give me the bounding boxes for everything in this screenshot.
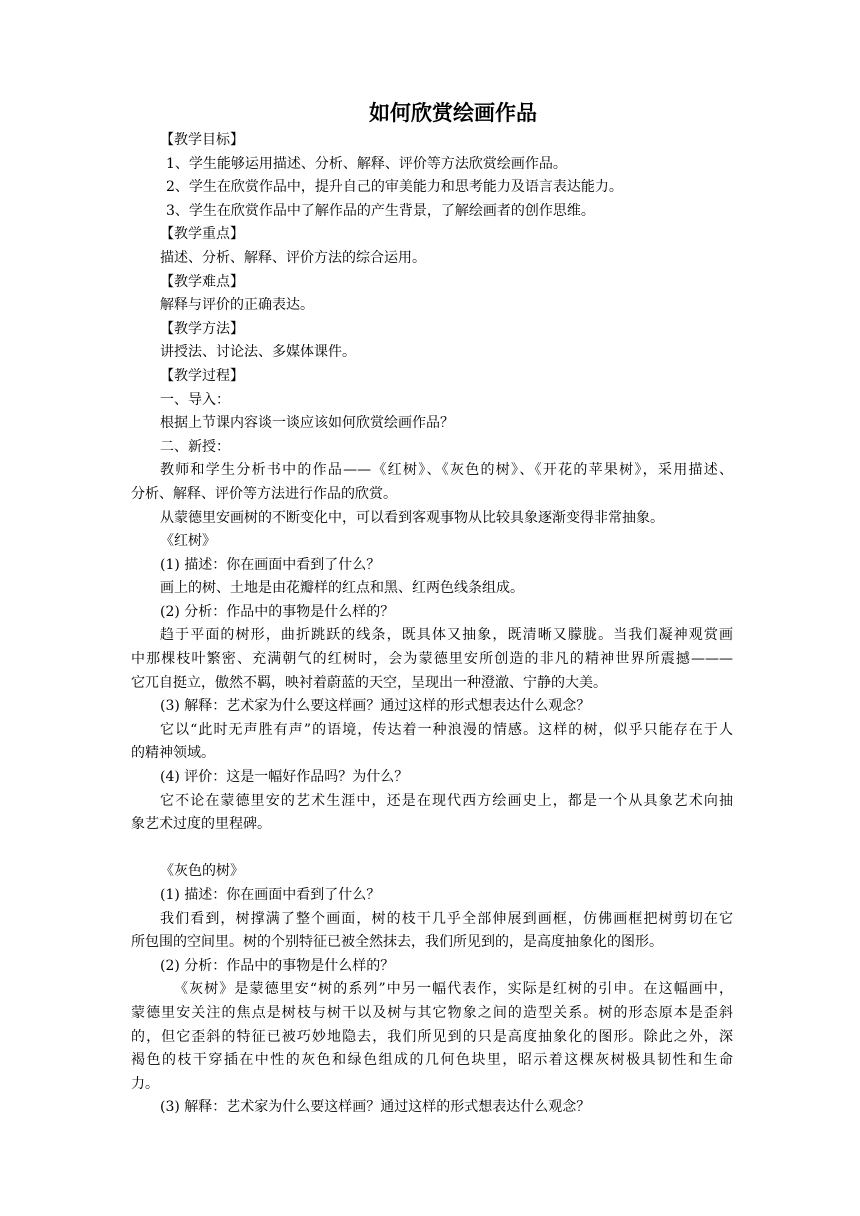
red-tree-answer-line: 象艺术过度的里程碑。 [131, 816, 271, 833]
red-tree-question: (2) 分析：作品中的事物是什么样的？ [160, 603, 395, 620]
red-tree-answer: 画上的树、土地是由花瓣样的红点和黑、红两色线条组成。 [160, 580, 524, 597]
grey-tree-question: (1) 描述：你在画面中看到了什么？ [160, 887, 381, 903]
intro-heading: 一、导入： [160, 391, 230, 408]
grey-tree-answer-line: 《灰树》是蒙德里安“树的系列”中另一幅代表作，实际是红树的引申。在这幅画中， [174, 981, 733, 998]
difficulty-text: 解释与评价的正确表达。 [160, 297, 314, 314]
red-tree-answer-line: 它不论在蒙德里安的艺术生涯中，还是在现代西方绘画史上，都是一个从具象艺术向抽 [160, 792, 733, 809]
grey-tree-question: (3) 解释：艺术家为什么要这样画？通过这样的形式想表达什么观念？ [160, 1099, 591, 1116]
red-tree-answer-line: 趋于平面的树形，曲折跳跃的线条，既具体又抽象，既清晰又朦胧。当我们凝神观赏画 [160, 627, 733, 644]
grey-tree-answer-line: 力。 [131, 1075, 159, 1092]
grey-tree-answer-line: 的，但它歪斜的特征已被巧妙地隐去，我们所见到的只是高度抽象化的图形。除此之外，深 [131, 1028, 733, 1045]
key-point-text: 描述、分析、解释、评价方法的综合运用。 [160, 249, 426, 266]
red-tree-question: (3) 解释：艺术家为什么要这样画？通过这样的形式想表达什么观念？ [160, 698, 591, 715]
key-point-heading: 【教学重点】 [160, 226, 244, 243]
red-tree-answer-line: 中那棵枝叶繁密、充满朝气的红树时，会为蒙德里安所创造的非凡的精神世界所震撼——— [131, 651, 733, 668]
intro-text: 根据上节课内容谈一谈应该如何欣赏绘画作品？ [160, 415, 454, 432]
mondrian-paragraph: 从蒙德里安画树的不断变化中，可以看到客观事物从比较具象逐渐变得非常抽象。 [160, 509, 664, 526]
grey-tree-answer-line: 蒙德里安关注的焦点是树枝与树干以及树与其它物象之间的造型关系。树的形态原本是歪斜 [131, 1004, 733, 1021]
blank-line [131, 837, 733, 861]
grey-tree-title: 《灰色的树》 [160, 863, 244, 880]
red-tree-question: (4) 评价：这是一幅好作品吗？为什么？ [160, 769, 409, 786]
new-lesson-heading: 二、新授： [160, 438, 230, 455]
grey-tree-answer-line: 褐色的枝干穿插在中性的灰色和绿色组成的几何色块里，昭示着这棵灰树极具韧性和生命 [131, 1052, 733, 1069]
red-tree-title: 《红树》 [160, 533, 216, 550]
process-heading: 【教学过程】 [160, 367, 244, 384]
goal-item-1: 1、学生能够运用描述、分析、解释、评价等方法欣赏绘画作品。 [166, 155, 567, 172]
goal-item-3: 3、学生在欣赏作品中了解作品的产生背景，了解绘画者的创作思维。 [166, 202, 595, 219]
new-lesson-line: 分析、解释、评价等方法进行作品的欣赏。 [131, 485, 397, 502]
red-tree-question: (1) 描述：你在画面中看到了什么？ [160, 556, 381, 573]
goal-item-2: 2、学生在欣赏作品中，提升自己的审美能力和思考能力及语言表达能力。 [166, 179, 623, 196]
red-tree-answer-line: 的精神领域。 [131, 745, 215, 762]
grey-tree-answer-line: 我们看到，树撑满了整个画面，树的枝干几乎全部伸展到画框，仿佛画框把树剪切在它 [160, 910, 733, 927]
red-tree-answer-line: 它以“此时无声胜有声”的语境，传达着一种浪漫的情感。这样的树，似乎只能存在于人 [160, 721, 733, 738]
document-title: 如何欣赏绘画作品 [369, 101, 537, 125]
red-tree-answer-line: 它兀自挺立，傲然不羁，映衬着蔚蓝的天空，呈现出一种澄澈、宁静的大美。 [131, 674, 607, 691]
method-text: 讲授法、讨论法、多媒体课件。 [160, 344, 356, 361]
difficulty-heading: 【教学难点】 [160, 273, 244, 290]
method-heading: 【教学方法】 [160, 320, 244, 337]
new-lesson-line: 教师和学生分析书中的作品——《红树》、《灰色的树》、《开花的苹果树》，采用描述、 [160, 462, 733, 479]
document-body [131, 129, 733, 1120]
grey-tree-question: (2) 分析：作品中的事物是什么样的？ [160, 957, 395, 974]
grey-tree-answer-line: 所包围的空间里。树的个别特征已被全然抹去，我们所见到的，是高度抽象化的图形。 [131, 934, 663, 951]
goals-heading: 【教学目标】 [160, 132, 244, 148]
